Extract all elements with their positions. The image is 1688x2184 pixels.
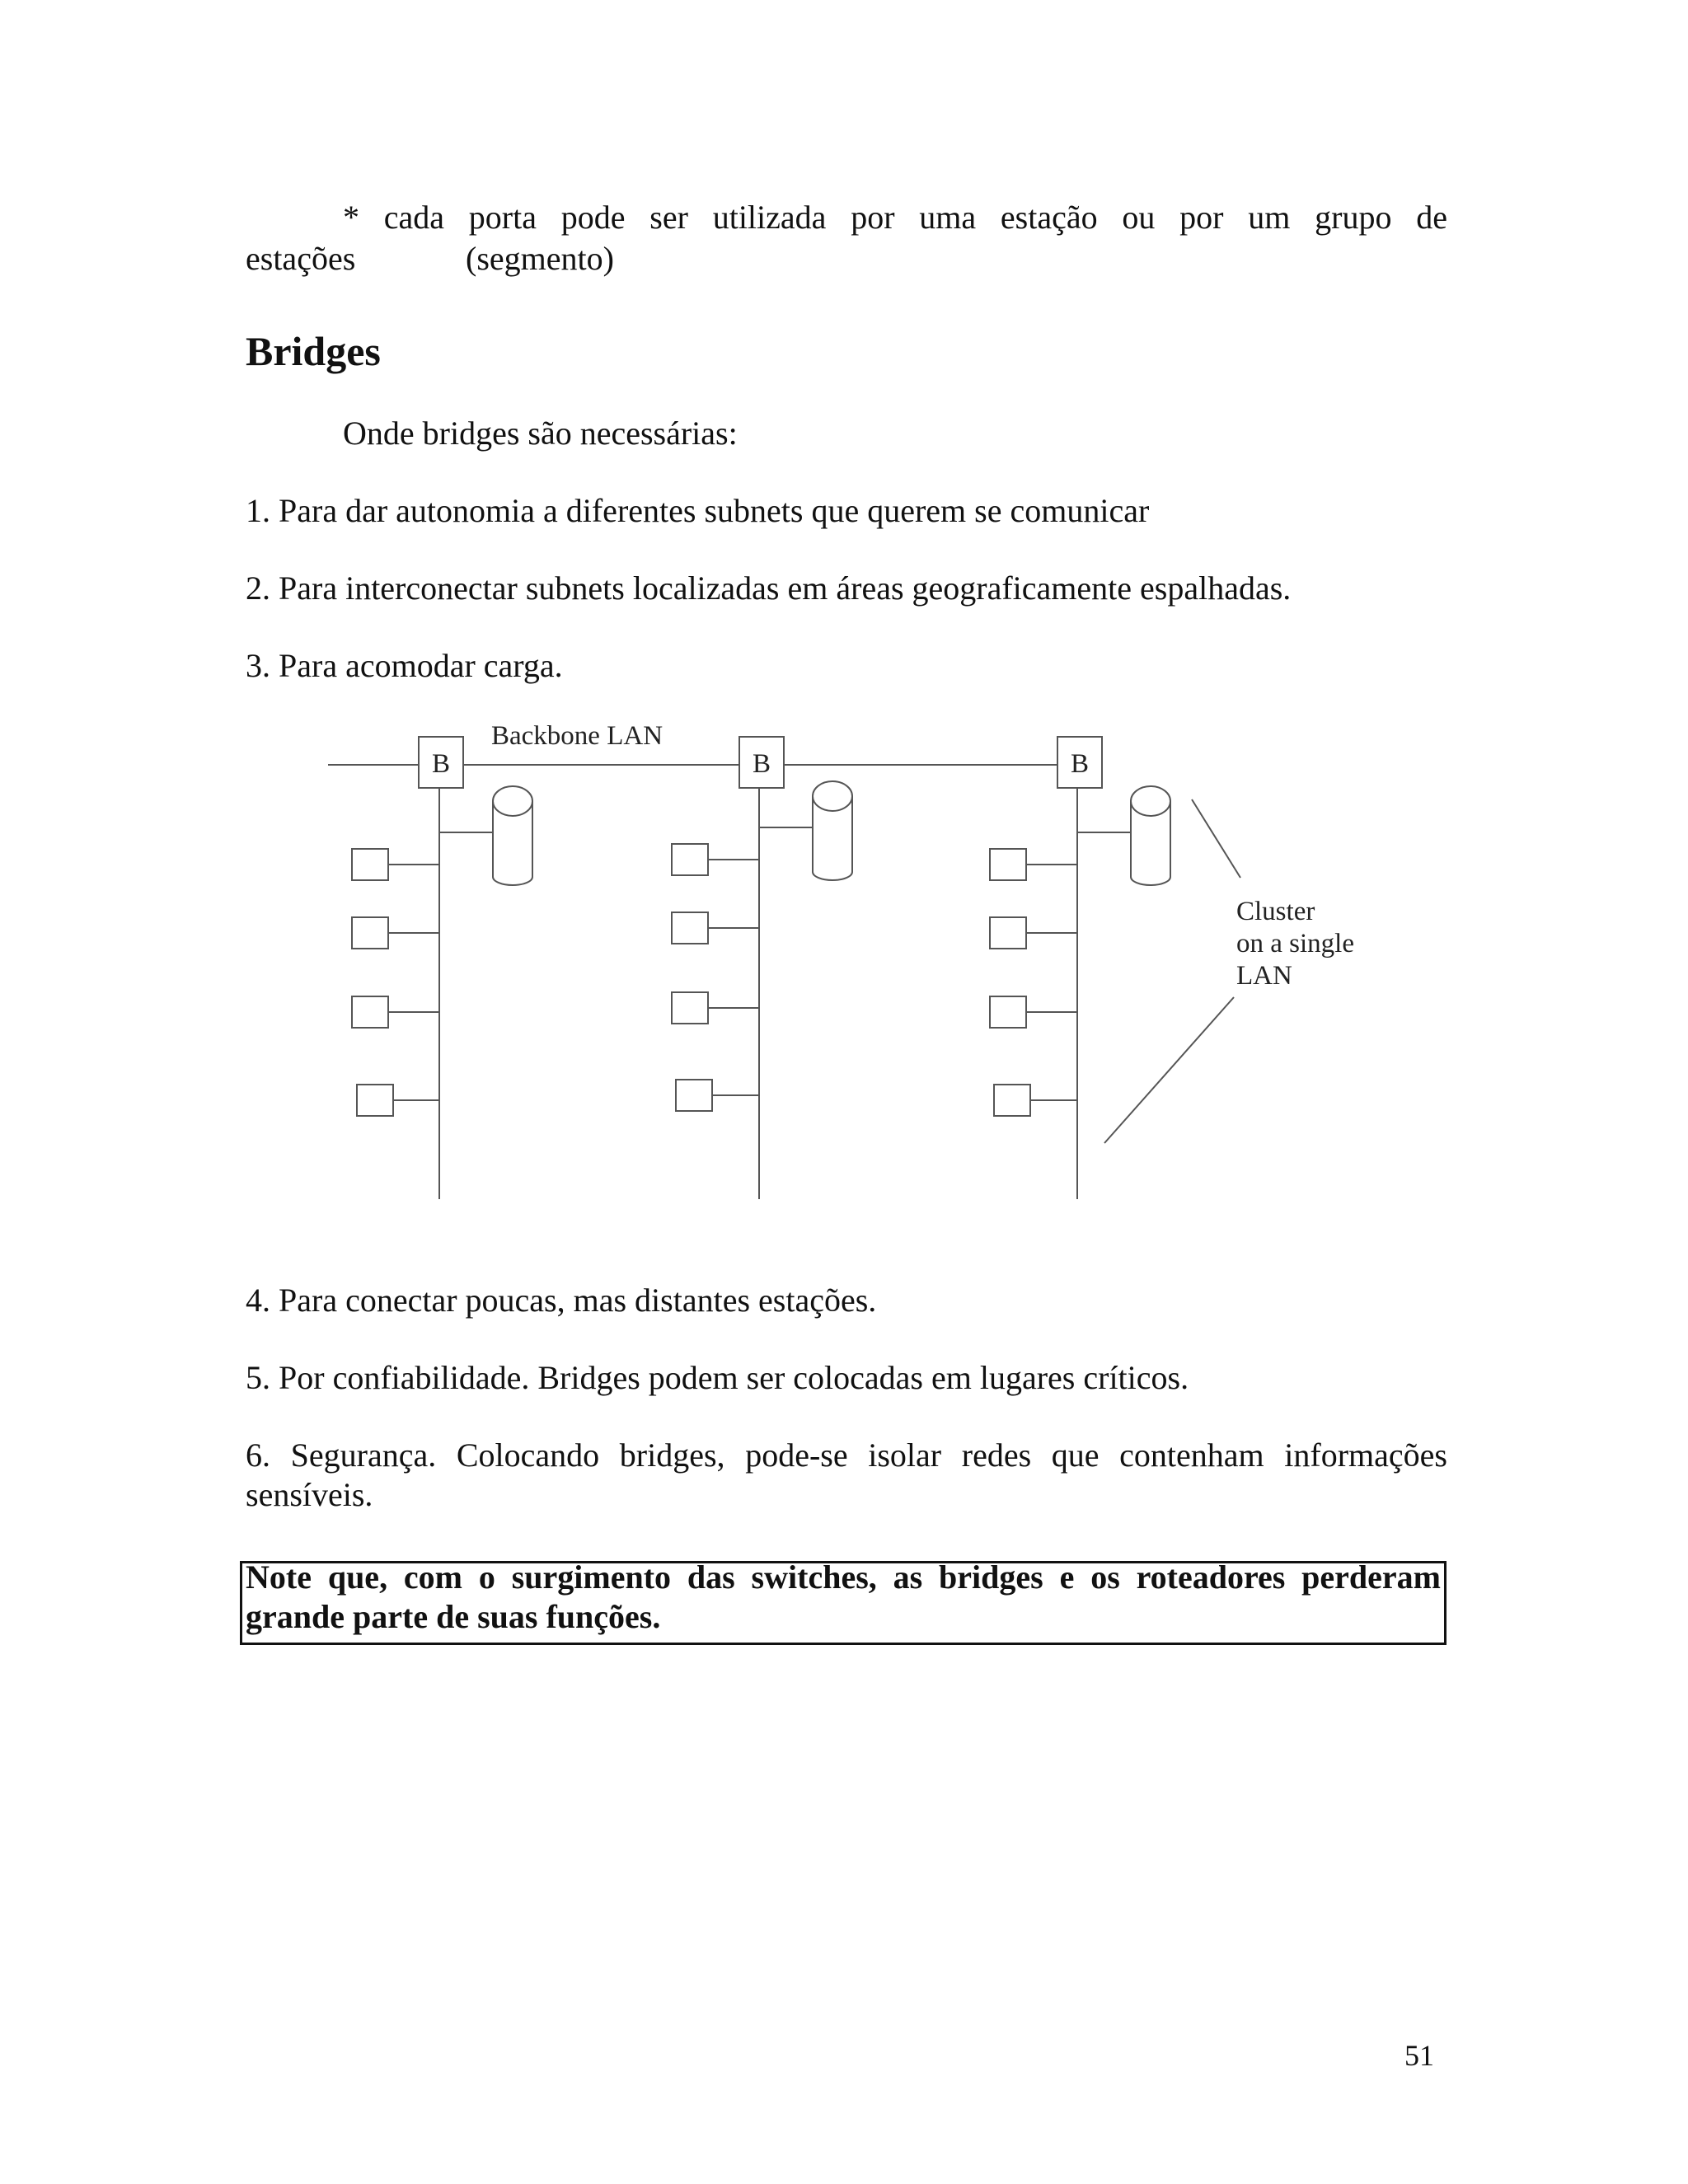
cluster-1-station-3 [352,996,388,1028]
intro-line-2a: estações [246,240,356,277]
cluster-callout-line-top [1192,799,1240,878]
bridge-3-label: B [1071,749,1090,779]
cluster-2-station-3 [672,992,708,1024]
list-item-4: 4. Para conectar poucas, mas distantes estações. [246,1282,877,1319]
note-line-1: Note que, com o surgimento das switches, as bridges e os roteadores perderam [246,1558,1441,1596]
list-item-5: 5. Por confiabilidade. Bridges podem ser colocadas em lugares críticos. [246,1359,1189,1396]
bridge-3 [1057,737,1102,788]
cluster-1-station-1 [352,849,388,880]
cluster-1-station-2 [352,917,388,949]
cluster-label-line-1: Cluster [1236,897,1315,926]
intro-line-1: * cada porta pode ser utilizada por uma estação ou por um grupo de [343,199,1447,236]
list-item-1: 1. Para dar autonomia a diferentes subnets que querem se comunicar [246,492,1150,529]
section-lead: Onde bridges são necessárias: [343,415,738,452]
cluster-3-station-3 [990,996,1026,1028]
list-item-6-line-2: sensíveis. [246,1476,373,1513]
page-number: 51 [1404,2039,1434,2072]
backbone-label: Backbone LAN [491,721,663,751]
cluster-label-line-2: on a single [1236,929,1354,958]
cluster-1-server [493,786,532,885]
cluster-3-server [1131,786,1170,885]
cluster-2-station-2 [672,912,708,944]
cluster-2-station-1 [672,844,708,875]
cluster-2-server [813,781,852,880]
cluster-label-line-3: LAN [1236,961,1292,991]
list-item-6-line-1: 6. Segurança. Colocando bridges, pode-se isolar redes que contenham informações [246,1436,1447,1474]
bridge-2-label: B [753,749,771,779]
cluster-3-station-1 [990,849,1026,880]
cluster-3-station-4 [994,1085,1030,1116]
list-item-3: 3. Para acomodar carga. [246,647,563,684]
intro-line-2b: (segmento) [466,240,614,277]
cluster-callout-line-bottom [1104,997,1234,1143]
cluster-3-station-2 [990,917,1026,949]
bridge-1 [419,737,463,788]
cluster-2-station-4 [676,1080,712,1111]
section-title: Bridges [246,328,381,374]
bridge-1-label: B [432,749,451,779]
list-item-2: 2. Para interconectar subnets localizadas em áreas geograficamente espalhadas. [246,569,1292,607]
bridge-2 [739,737,784,788]
note-line-2: grande parte de suas funções. [246,1598,661,1635]
cluster-1-station-4 [357,1085,393,1116]
